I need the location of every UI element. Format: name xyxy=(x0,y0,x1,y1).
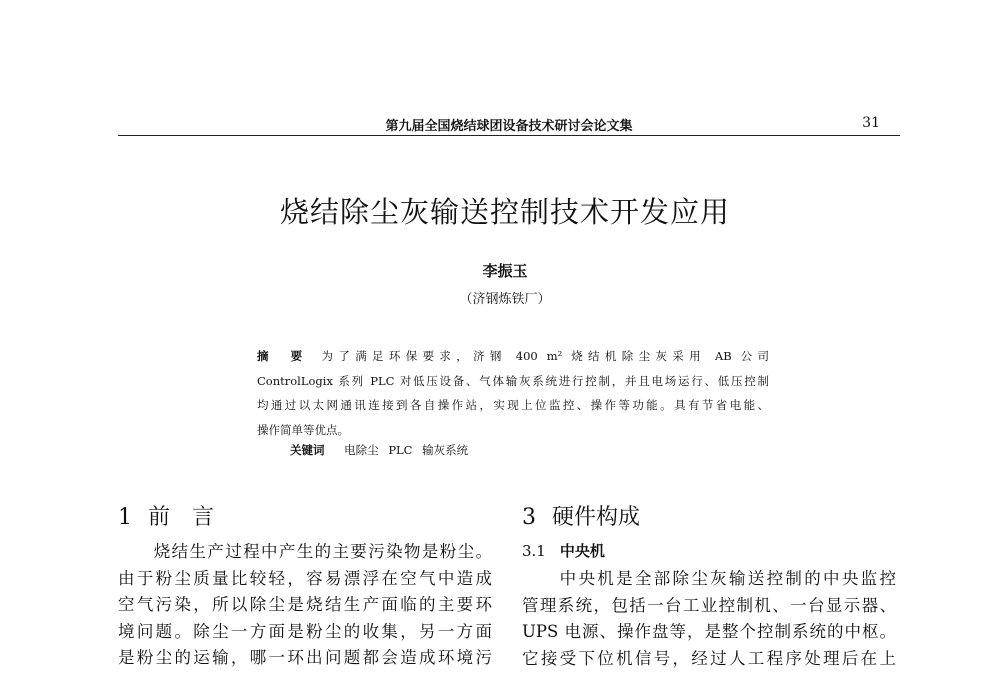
abstract-label: 摘 要 xyxy=(257,349,308,363)
abstract-line: 均通过以太网通讯连接到各自操作站，实现上位监控、操作等功能。具有节省电能、 xyxy=(257,398,769,412)
running-header xyxy=(118,113,900,136)
abstract-line: ControlLogix 系列 PLC 对低压设备、气体输灰系统进行控制，并且电场运行、低压控制 xyxy=(257,373,769,388)
abstract xyxy=(257,346,769,444)
affiliation: （济钢炼铁厂） xyxy=(459,292,551,307)
keyword: 电除尘 xyxy=(344,443,379,457)
body-line: 管理系统，包括一台工业控制机、一台显示器、 xyxy=(522,595,896,615)
author: 李振玉 xyxy=(482,262,528,280)
paper-title: 烧结除尘灰输送控制技术开发应用 xyxy=(279,195,730,229)
section-1-body xyxy=(118,540,492,673)
body-line: 中央机是全部除尘灰输送控制的中央监控 xyxy=(522,569,896,588)
body-line: 它接受下位机信号，经过人工程序处理后在上 xyxy=(522,648,896,668)
keyword: PLC xyxy=(388,443,413,457)
body-line: 空气污染，所以除尘是烧结生产面临的主要环 xyxy=(118,595,492,614)
abstract-line: 操作简单等优点。 xyxy=(257,422,349,437)
body-line: 境问题。除尘一方面是粉尘的收集，另一方面 xyxy=(118,621,492,641)
section-heading-1: 1 前 言 xyxy=(118,505,215,530)
keyword: 输灰系统 xyxy=(422,443,469,457)
body-line: 烧结生产过程中产生的主要污染物是粉尘。 xyxy=(118,542,492,561)
body-line: 是粉尘的运输，哪一环出问题都会造成环境污 xyxy=(118,648,492,667)
keywords-label: 关键词 xyxy=(290,443,325,457)
section-heading-3: 3 硬件构成 xyxy=(522,505,641,530)
subsection-heading-3-1: 3.1 中央机 xyxy=(522,542,605,560)
keywords xyxy=(290,442,468,458)
body-line: UPS 电源、操作盘等，是整个控制系统的中枢。 xyxy=(522,622,896,641)
abstract-line: 摘 要 为了满足环保要求，济钢 400 m² 烧结机除尘灰采用 AB 公司 xyxy=(257,349,770,363)
body-line: 由于粉尘质量比较轻，容易漂浮在空气中造成 xyxy=(118,568,492,588)
page-number: 31 xyxy=(862,115,880,131)
section-3-body xyxy=(522,567,896,673)
header-title: 第九届全国烧结球团设备技术研讨会论文集 xyxy=(385,119,633,134)
